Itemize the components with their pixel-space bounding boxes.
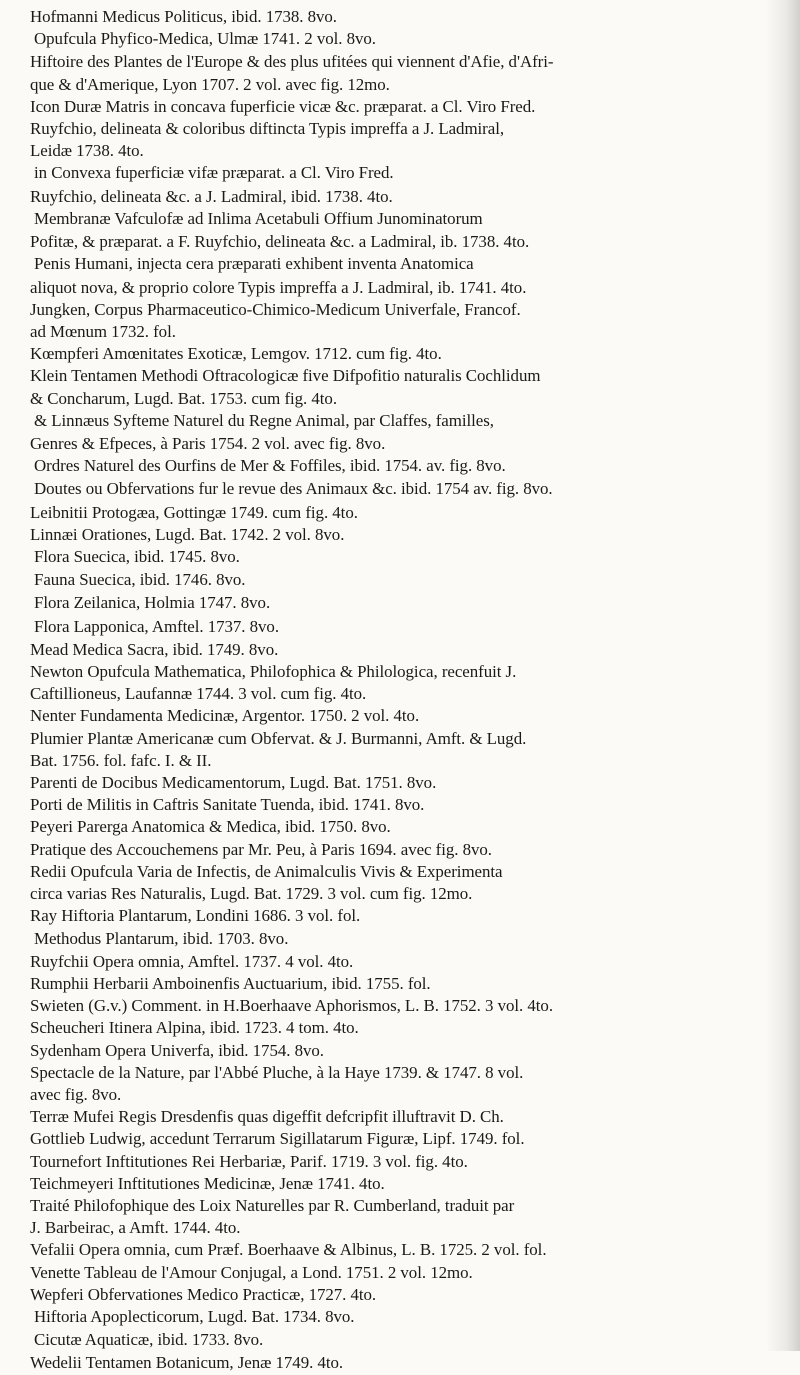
catalogue-line <box>30 661 776 683</box>
catalogue-line-text: Genres & Efpeces, à Paris 1754. 2 vol. avec fig. 8vo. <box>30 433 386 453</box>
catalogue-line <box>30 995 776 1017</box>
catalogue-line <box>30 208 776 231</box>
catalogue-line-text: Terræ Mufei Regis Dresdenfis quas digeffit defcripfit illuftravit D. Ch. <box>30 1107 504 1127</box>
catalogue-line-text: Cicutæ Aquaticæ, ibid. 1733. 8vo. <box>34 1330 264 1350</box>
catalogue-line-text: Penis Humani, injecta cera præparati exhibent inventa Anatomica <box>34 254 474 274</box>
catalogue-line-text: Leibnitii Protogæa, Gottingæ 1749. cum fig. 4to. <box>30 502 358 522</box>
catalogue-line <box>30 388 776 410</box>
catalogue-line <box>30 1262 776 1284</box>
catalogue-line-text: Hofmanni Medicus Politicus, ibid. 1738. 8vo. <box>30 7 337 26</box>
catalogue-line-text: Jungken, Corpus Pharmaceutico-Chimico-Medicum Univerfale, Francof. <box>30 299 521 319</box>
catalogue-line-text: que & d'Amerique, Lyon 1707. 2 vol. avec fig. 12mo. <box>30 74 390 94</box>
catalogue-line <box>30 365 776 387</box>
catalogue-line <box>30 861 776 883</box>
catalogue-line-text: Pratique des Accouchemens par Mr. Peu, à Paris 1694. avec fig. 8vo. <box>30 839 492 859</box>
catalogue-line <box>30 1284 776 1306</box>
catalogue-line <box>30 6 776 28</box>
catalogue-line <box>30 1217 776 1239</box>
catalogue-line-text: Peyeri Parerga Anatomica & Medica, ibid. 1750. 8vo. <box>30 817 391 837</box>
catalogue-line <box>30 231 776 253</box>
catalogue-line-text: Klein Tentamen Methodi Oftracologicæ five Difpofitio naturalis Cochlidum <box>30 366 541 386</box>
catalogue-line <box>30 1151 776 1173</box>
catalogue-line <box>30 546 776 569</box>
catalogue-line-text: Wedelii Tentamen Botanicum, Jenæ 1749. 4to. <box>30 1353 344 1373</box>
catalogue-line <box>30 478 776 501</box>
catalogue-line-text: Teichmeyeri Inftitutiones Medicinæ, Jenæ 1741. 4to. <box>30 1173 385 1193</box>
catalogue-line-text: ad Mœnum 1732. fol. <box>30 321 176 341</box>
catalogue-line-text: Plumier Plantæ Americanæ cum Obfervat. & J. Burmanni, Amft. & Lugd. <box>30 728 527 748</box>
catalogue-line-text: in Convexa fuperficiæ vifæ præparat. a Cl. Viro Fred. <box>34 163 394 183</box>
catalogue-line <box>30 1017 776 1039</box>
catalogue-line-text: Tournefort Inftitutiones Rei Herbariæ, Parif. 1719. 3 vol. fig. 4to. <box>30 1151 468 1171</box>
catalogue-line <box>30 1040 776 1062</box>
catalogue-line <box>30 321 776 343</box>
catalogue-line-text: & Concharum, Lugd. Bat. 1753. cum fig. 4to. <box>30 388 338 408</box>
catalogue-line-text: Redii Opufcula Varia de Infectis, de Animalculis Vivis & Experimenta <box>30 861 503 881</box>
catalogue-line-text: circa varias Res Naturalis, Lugd. Bat. 1729. 3 vol. cum fig. 12mo. <box>30 884 473 904</box>
catalogue-line <box>30 186 776 208</box>
catalogue-line <box>30 1084 776 1106</box>
catalogue-line <box>30 433 776 455</box>
catalogue-line-text: aliquot nova, & proprio colore Typis impreffa a J. Ladmiral, ib. 1741. 4to. <box>30 277 527 297</box>
catalogue-line <box>30 728 776 750</box>
catalogue-line-text: Fauna Suecica, ibid. 1746. 8vo. <box>34 570 246 590</box>
catalogue-line <box>30 1195 776 1217</box>
catalogue-line <box>30 616 776 639</box>
catalogue-line <box>30 951 776 973</box>
catalogue-line-text: Bat. 1756. fol. fafc. I. & II. <box>30 750 212 770</box>
catalogue-line-text: Rumphii Herbarii Amboinenfis Auctuarium, ibid. 1755. fol. <box>30 973 431 993</box>
catalogue-line-text: Icon Duræ Matris in concava fuperficie vicæ &c. præparat. a Cl. Viro Fred. <box>30 96 536 116</box>
catalogue-line-text: Scheucheri Itinera Alpina, ibid. 1723. 4 tom. 4to. <box>30 1018 359 1038</box>
catalogue-line <box>30 1128 776 1150</box>
catalogue-line-text: Hiftoria Apoplecticorum, Lugd. Bat. 1734. 8vo. <box>34 1306 355 1326</box>
catalogue-line <box>30 592 776 615</box>
catalogue-line-text: Flora Suecica, ibid. 1745. 8vo. <box>34 546 240 566</box>
catalogue-line <box>30 140 776 162</box>
catalogue-line <box>30 1106 776 1128</box>
catalogue-line-text: J. Barbeirac, a Amft. 1744. 4to. <box>30 1218 241 1238</box>
catalogue-line-text: & Linnæus Syfteme Naturel du Regne Animal, par Claffes, familles, <box>34 410 494 430</box>
catalogue-line-text: Flora Zeilanica, Holmia 1747. 8vo. <box>34 593 271 613</box>
catalogue-line <box>30 253 776 276</box>
catalogue-line <box>30 639 776 661</box>
catalogue-line <box>30 1173 776 1195</box>
catalogue-line-text: Spectacle de la Nature, par l'Abbé Pluche, à la Haye 1739. & 1747. 8 vol. <box>30 1062 524 1082</box>
catalogue-line-text: Pofitæ, & præparat. a F. Ruyfchio, delineata &c. a Ladmiral, ib. 1738. 4to. <box>30 232 530 252</box>
catalogue-line <box>30 51 776 73</box>
catalogue-line-text: Ruyfchio, delineata &c. a J. Ladmiral, ibid. 1738. 4to. <box>30 186 393 206</box>
catalogue-line-text: Doutes ou Obfervations fur le revue des Animaux &c. ibid. 1754 av. fig. 8vo. <box>34 479 553 499</box>
catalogue-line-text: Linnæi Orationes, Lugd. Bat. 1742. 2 vol. 8vo. <box>30 524 345 544</box>
catalogue-line <box>30 839 776 861</box>
catalogue-line-text: Membranæ Vafculofæ ad Inlima Acetabuli Offium Junominatorum <box>34 208 483 228</box>
catalogue-line <box>30 883 776 905</box>
catalogue-line <box>30 343 776 365</box>
catalogue-line <box>30 705 776 727</box>
catalogue-line-text: Swieten (G.v.) Comment. in H.Boerhaave Aphorismos, L. B. 1752. 3 vol. 4to. <box>30 996 553 1016</box>
catalogue-line-text: Ordres Naturel des Ourfins de Mer & Foffiles, ibid. 1754. av. fig. 8vo. <box>34 456 506 476</box>
catalogue-line <box>30 794 776 816</box>
catalogue-line-text: Methodus Plantarum, ibid. 1703. 8vo. <box>34 928 289 948</box>
catalogue-line-text: Caftillioneus, Laufannæ 1744. 3 vol. cum fig. 4to. <box>30 684 367 704</box>
catalogue-line-text: Ruyfchio, delineata & coloribus diftincta Typis impreffa a J. Ladmiral, <box>30 119 505 139</box>
catalogue-line <box>30 928 776 951</box>
catalogue-line <box>30 816 776 838</box>
catalogue-line <box>30 118 776 140</box>
catalogue-line <box>30 74 776 96</box>
catalogue-line <box>30 455 776 478</box>
catalogue-line <box>30 683 776 705</box>
catalogue-line-text: Leidæ 1738. 4to. <box>30 141 144 161</box>
catalogue-line <box>30 410 776 433</box>
catalogue-line-text: Parenti de Docibus Medicamentorum, Lugd. Bat. 1751. 8vo. <box>30 773 437 793</box>
catalogue-line <box>30 502 776 524</box>
catalogue-line-text: Sydenham Opera Univerfa, ibid. 1754. 8vo. <box>30 1040 324 1060</box>
catalogue-line-text: Hiftoire des Plantes de l'Europe & des plus ufitées qui viennent d'Afie, d'Afri- <box>30 52 554 72</box>
catalogue-line <box>30 1306 776 1329</box>
catalogue-line <box>30 1329 776 1352</box>
catalogue-line-text: avec fig. 8vo. <box>30 1084 122 1104</box>
catalogue-line <box>30 569 776 592</box>
catalogue-line <box>30 1352 776 1374</box>
catalogue-line-text: Porti de Militis in Caftris Sanitate Tuenda, ibid. 1741. 8vo. <box>30 795 425 815</box>
catalogue-line-text: Kœmpferi Amœnitates Exoticæ, Lemgov. 1712. cum fig. 4to. <box>30 344 442 364</box>
catalogue-line <box>30 277 776 299</box>
catalogue-line-text: Mead Medica Sacra, ibid. 1749. 8vo. <box>30 639 279 659</box>
catalogue-line-text: Opufcula Phyfico-Medica, Ulmæ 1741. 2 vol. 8vo. <box>34 29 376 49</box>
catalogue-line-text: Traité Philofophique des Loix Naturelles par R. Cumberland, traduit par <box>30 1195 515 1215</box>
catalogue-line <box>30 1239 776 1261</box>
catalogue-line <box>30 524 776 546</box>
catalogue-line-text: Wepferi Obfervationes Medico Practicæ, 1727. 4to. <box>30 1284 377 1304</box>
catalogue-line-text: Ruyfchii Opera omnia, Amftel. 1737. 4 vol. 4to. <box>30 951 354 971</box>
catalogue-line <box>30 162 776 185</box>
catalogue-line-text: Gottlieb Ludwig, accedunt Terrarum Sigillatarum Figuræ, Lipf. 1749. fol. <box>30 1129 525 1149</box>
catalogue-line <box>30 772 776 794</box>
catalogue-line <box>30 28 776 51</box>
catalogue-line <box>30 1062 776 1084</box>
catalogue-line-text: Newton Opufcula Mathematica, Philofophica & Philologica, recenfuit J. <box>30 662 517 682</box>
catalogue-line-text: Ray Hiftoria Plantarum, Londini 1686. 3 vol. fol. <box>30 906 361 926</box>
catalogue-line-text: Nenter Fundamenta Medicinæ, Argentor. 1750. 2 vol. 4to. <box>30 706 420 726</box>
catalogue-line-text: Venette Tableau de l'Amour Conjugal, a Lond. 1751. 2 vol. 12mo. <box>30 1262 473 1282</box>
catalogue-line <box>30 299 776 321</box>
catalogue-line-text: Vefalii Opera omnia, cum Præf. Boerhaave & Albinus, L. B. 1725. 2 vol. fol. <box>30 1240 547 1260</box>
catalogue-line <box>30 750 776 772</box>
catalogue-line <box>30 905 776 927</box>
catalogue-line <box>30 973 776 995</box>
catalogue-line-text: Flora Lapponica, Amftel. 1737. 8vo. <box>34 616 279 636</box>
catalogue-line <box>30 96 776 118</box>
